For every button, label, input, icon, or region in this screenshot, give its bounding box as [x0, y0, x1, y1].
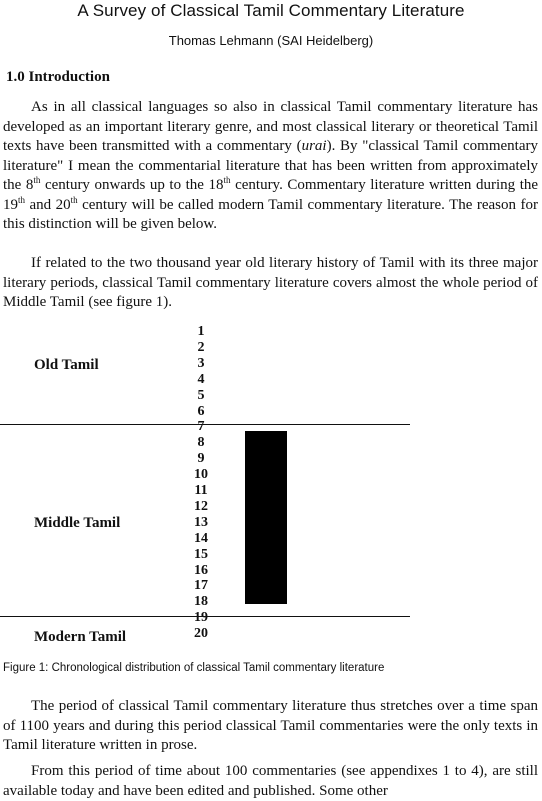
- century-tick-label: 4: [197, 371, 205, 387]
- century-tick-label: 17: [194, 578, 208, 594]
- term-urai: urai: [301, 138, 327, 154]
- paragraph-timespan: The period of classical Tamil commentary literature thus stretches over a time span of 1100 years and during this period classical Tamil commentaries were the only texts in Tamil literature written in prose.: [3, 698, 538, 753]
- commentary-period-bar: [245, 431, 287, 604]
- paragraph-commentaries: From this period of time about 100 commentaries (see appendixes 1 to 4), are still available today and have been edited and published. Some other: [3, 763, 538, 799]
- century-tick-label: 12: [194, 498, 208, 514]
- century-tick-label: 11: [194, 483, 208, 498]
- author-line: Thomas Lehmann (SAI Heidelberg): [168, 33, 374, 48]
- century-tick-label: 16: [194, 562, 208, 578]
- century-tick-label: 9: [197, 451, 205, 467]
- page-title: A Survey of Classical Tamil Commentary Literature: [77, 1, 465, 20]
- century-tick-label: 15: [194, 546, 208, 562]
- paragraph-periods: If related to the two thousand year old literary history of Tamil with its three major literary periods, classical Tamil commentary literature covers almost the whole period of Middle Tamil (see figure 1).: [3, 255, 538, 310]
- century-tick-label: 1: [197, 324, 205, 339]
- century-tick-label: 5: [197, 387, 205, 403]
- century-tick-label: 20: [194, 626, 208, 642]
- chronology-figure: [0, 320, 542, 650]
- century-tick-label: 14: [194, 530, 208, 546]
- century-tick-label: 7: [197, 419, 205, 435]
- paragraph-intro: As in all classical languages so also in classical Tamil commentary literature has developed as an important literary genre, and most classical literary or theoretical Tamil texts have been transmitted with a commentary (urai). By "classical Tamil commentary literature" I mean the commentarial literature that has been written from approximately the 8th century onwards up to the 18th century. Commentary literature written during the 19th and 20th century will be called modern Tamil commentary literature. The reason for this distinction will be given below.: [3, 99, 539, 232]
- century-tick-label: 19: [194, 610, 208, 626]
- century-tick-label: 3: [197, 355, 205, 371]
- figure-caption: Figure 1: Chronological distribution of classical Tamil commentary literature: [3, 662, 385, 674]
- period-label-old-tamil: Old Tamil: [34, 357, 99, 373]
- century-tick-label: 8: [197, 435, 205, 451]
- period-label-middle-tamil: Middle Tamil: [34, 515, 121, 531]
- section-heading: 1.0 Introduction: [6, 69, 110, 85]
- century-tick-label: 18: [194, 594, 208, 610]
- century-tick-label: 6: [197, 403, 205, 419]
- century-tick-label: 13: [194, 514, 208, 530]
- period-label-modern-tamil: Modern Tamil: [34, 629, 127, 645]
- century-tick-label: 2: [197, 339, 205, 355]
- century-tick-label: 10: [194, 467, 208, 483]
